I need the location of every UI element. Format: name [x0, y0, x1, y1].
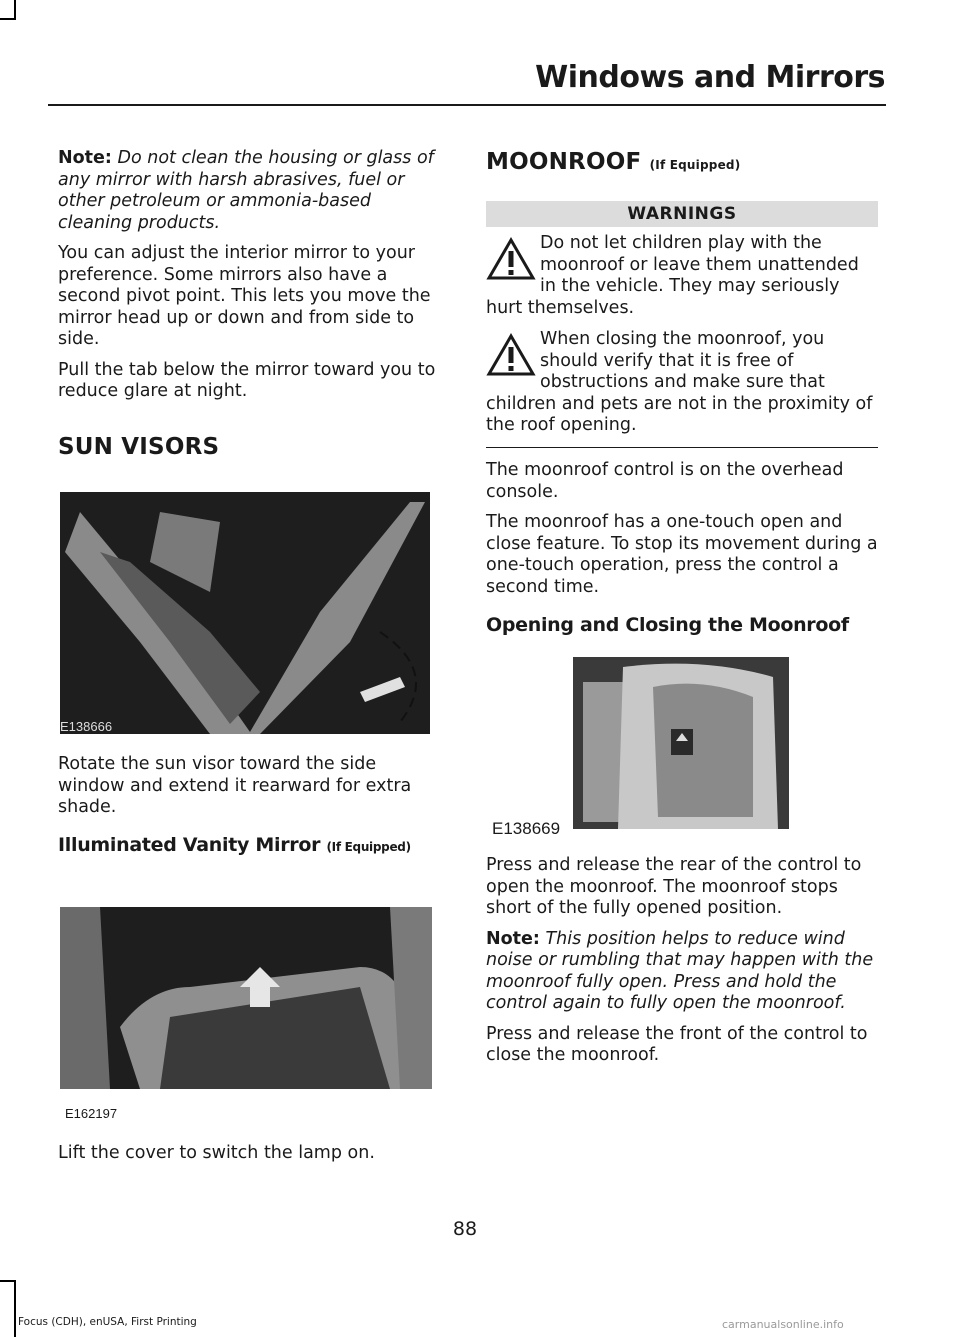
left-column [58, 148, 448, 403]
warning-item [486, 329, 878, 437]
figure-moonroof-control [573, 657, 789, 829]
figure-code: E138666 [60, 719, 113, 734]
paragraph-one-touch: The moonroof has a one-touch open and close feature. To stop its movement during a one-touch operation, press the control a second time. [486, 512, 878, 597]
figure-code: E162197 [65, 1106, 118, 1121]
warning-triangle-icon [486, 333, 536, 377]
warning-item [486, 233, 878, 319]
page-number: 88 [452, 1218, 478, 1240]
paragraph-vanity-lamp: Lift the cover to switch the lamp on. [58, 1143, 375, 1163]
warnings-heading: WARNINGS [486, 201, 878, 227]
crop-mark [0, 18, 14, 20]
vanity-mirror-illustration [60, 907, 432, 1089]
left-column-mid [58, 754, 448, 819]
warning-triangle-icon [486, 237, 536, 281]
warnings-divider [486, 447, 878, 449]
if-equipped-label: (If Equipped) [326, 840, 411, 854]
figure-sun-visor [60, 492, 430, 734]
sun-visor-illustration [60, 492, 430, 734]
paragraph-moonroof-control: The moonroof control is on the overhead console. [486, 460, 844, 502]
warning-text: When closing the moonroof, you should verify that it is free of obstructions and make sure that children and pets are not in the proximity of the roof opening. [486, 329, 873, 435]
heading-vanity-text: Illuminated Vanity Mirror [58, 834, 321, 856]
note-text: Do not clean the housing or glass of any mirror with harsh abrasives, fuel or other petroleum or ammonia-based cleaning products. [58, 148, 434, 233]
note-label: Note: [486, 928, 540, 949]
heading-open-close-moonroof: Opening and Closing the Moonroof [486, 614, 849, 636]
note-text: This position helps to reduce wind noise or rumbling that may happen with the moonroof fully open. Press and hold the control again to fully open the moonroof. [486, 928, 874, 1013]
heading-moonroof [486, 149, 740, 175]
warning-text: Do not let children play with the moonroof or leave them unattended in the vehicle. They may seriously hurt themselves. [486, 233, 859, 318]
paragraph-glare: Pull the tab below the mirror toward you to reduce glare at night. [58, 359, 436, 401]
crop-mark [14, 0, 16, 20]
paragraph-interior-mirror: You can adjust the interior mirror to your preference. Some mirrors also have a second pivot point. This lets you move the mirror head up or down and from side to side. [58, 243, 431, 349]
heading-sun-visors: SUN VISORS [58, 434, 220, 460]
if-equipped-label: (If Equipped) [649, 158, 741, 172]
heading-vanity-mirror [58, 834, 411, 856]
right-column-body [486, 460, 878, 598]
note-label: Note: [58, 148, 112, 168]
right-column-bottom [486, 855, 878, 1067]
warnings-box [486, 201, 878, 448]
crop-mark [14, 1280, 16, 1337]
figure-code: E138669 [492, 819, 561, 838]
note-wind-noise [486, 929, 878, 1015]
note-mirror-cleaning [58, 148, 448, 234]
paragraph-open-moonroof: Press and release the rear of the control to open the moonroof. The moonroof stops short of the fully opened position. [486, 855, 862, 918]
paragraph-close-moonroof: Press and release the front of the control to close the moonroof. [486, 1023, 868, 1065]
moonroof-control-illustration [573, 657, 789, 829]
heading-moonroof-text: MOONROOF [486, 149, 642, 175]
footer-edition: Focus (CDH), enUSA, First Printing [18, 1316, 197, 1328]
figure-vanity-mirror [60, 907, 432, 1089]
crop-mark [0, 1280, 14, 1282]
page-header-title: Windows and Mirrors [535, 60, 885, 95]
header-divider [48, 104, 886, 106]
watermark: carmanualsonline.info [722, 1318, 844, 1331]
paragraph-sun-visor: Rotate the sun visor toward the side window and extend it rearward for extra shade. [58, 754, 412, 817]
